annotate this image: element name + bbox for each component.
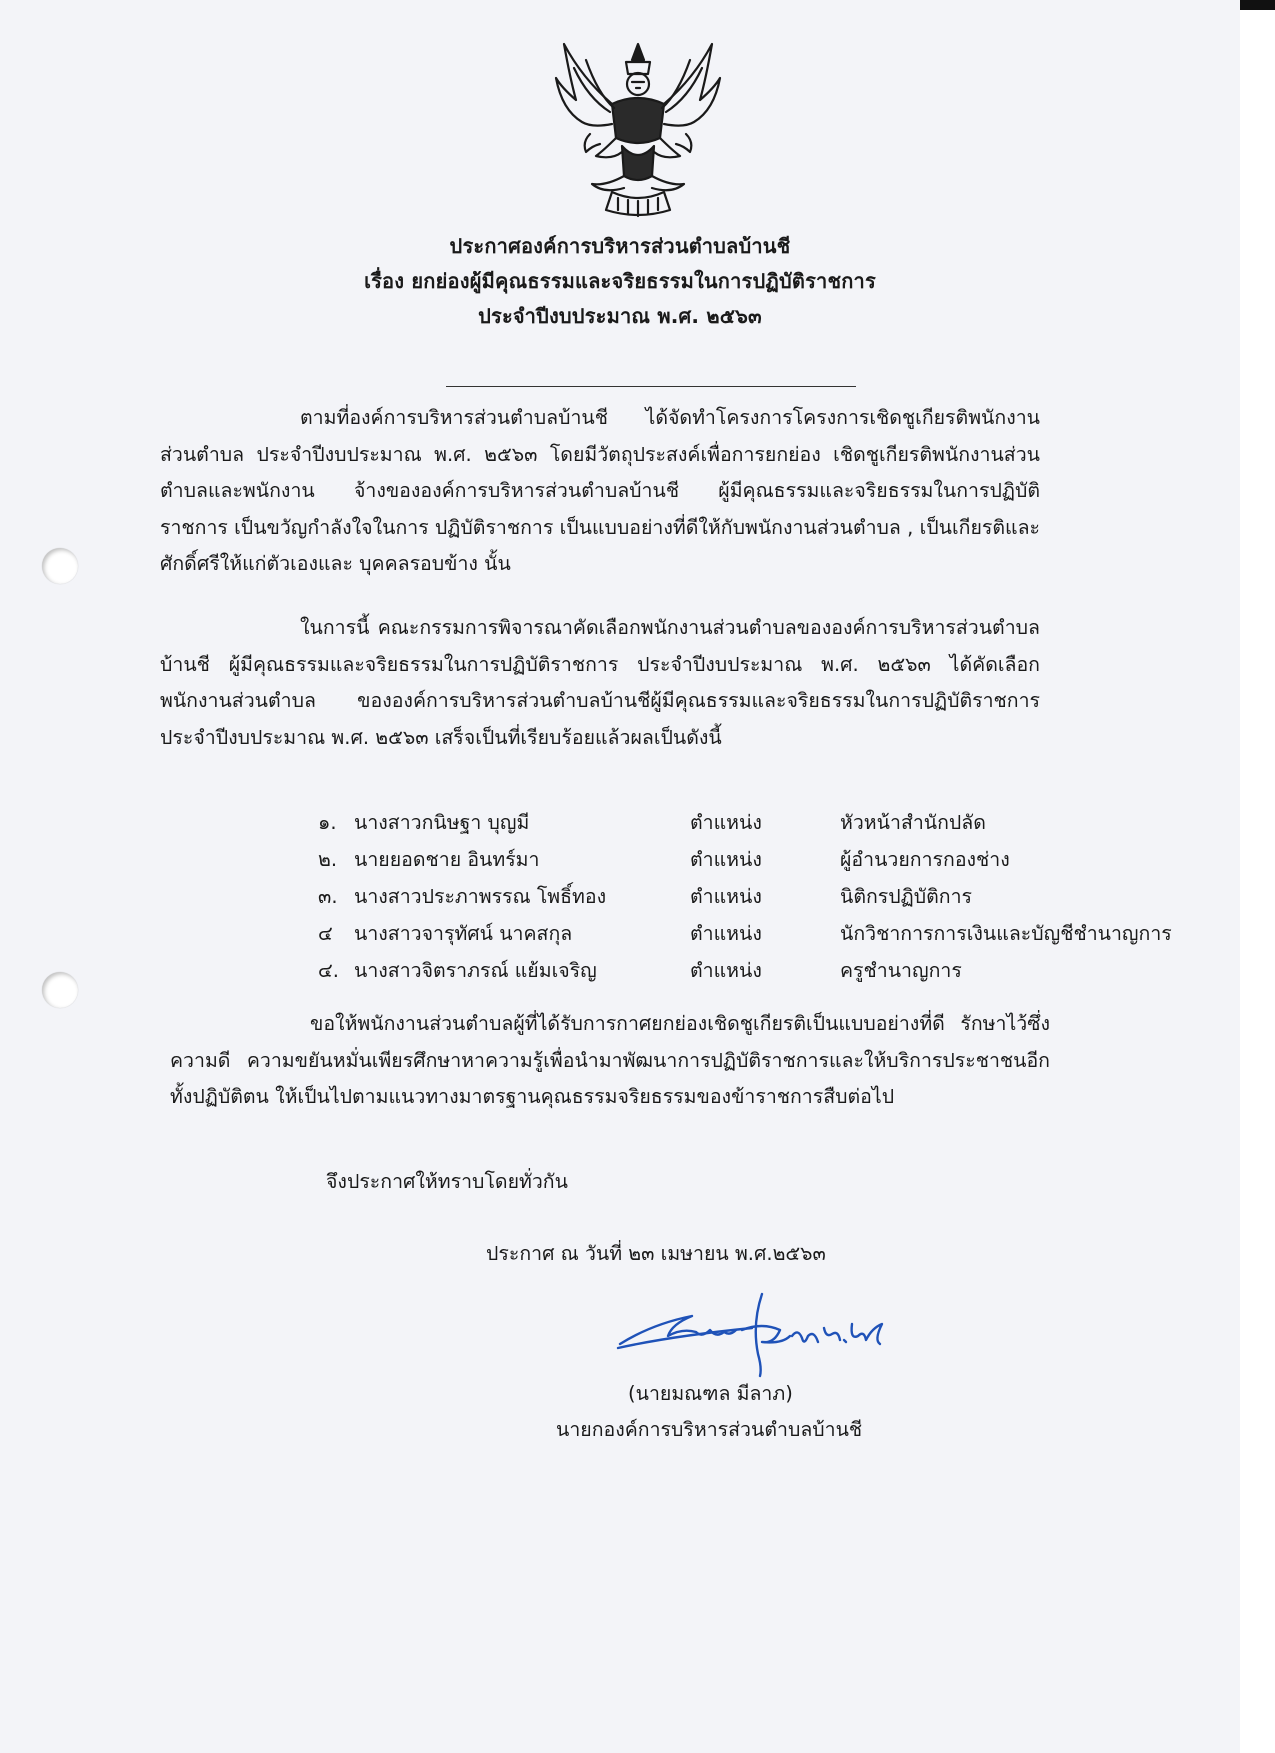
punch-hole-bottom	[42, 972, 78, 1008]
scan-edge-shadow	[1240, 0, 1275, 10]
appointee-name: นางสาวประภาพรรณ โพธิ์ทอง	[354, 885, 607, 908]
signer-name: (นายมณฑล มีลาภ)	[628, 1382, 793, 1405]
position-label: ตำแหน่ง	[690, 959, 762, 982]
title-divider	[446, 386, 856, 387]
appointee-name: นางสาวกนิษฐา บุญมี	[354, 811, 530, 834]
paragraph-background: ตามที่องค์การบริหารส่วนตำบลบ้านชี ได้จัดทำโครงการโครงการเชิดชูเกียรติพนักงานส่วนตำบล ประจำปีงบประมาณ พ.ศ. ๒๕๖๓ โดยมีวัตถุประสงค์เพื่อการยกย่อง เชิดชูเกียรติพนักงานส่วนตำบลและพนักงาน จ้างขององค์การบริหารส่วนตำบลบ้านชี ผู้มีคุณธรรมและจริยธรรมในการปฏิบัติราชการ เป็นขวัญกำลังใจในการ ปฏิบัติราชการ เป็นแบบอย่างที่ดีให้กับพนักงานส่วนตำบล , เป็นเกียรติและศักดิ์ศรีให้แก่ตัวเองและ บุคคลรอบข้าง นั้น	[160, 406, 1040, 575]
punch-hole-top	[42, 548, 78, 584]
announcement-fiscal-year: ประจำปีงบประมาณ พ.ศ. ๒๕๖๓	[478, 304, 762, 328]
signature-mark	[612, 1284, 902, 1384]
paragraph-selection: ในการนี้ คณะกรรมการพิจารณาคัดเลือกพนักงานส่วนตำบลขององค์การบริหารส่วนตำบลบ้านชี ผู้มีคุณธรรมและจริยธรรมในการปฏิบัติราชการ ประจำปีงบประมาณ พ.ศ. ๒๕๖๓ ได้คัดเลือกพนักงานส่วนตำบล ขององค์การบริหารส่วนตำบลบ้านชีผู้มีคุณธรรมและจริยธรรมในการปฏิบัติราชการ ประจำปีงบประมาณ พ.ศ. ๒๕๖๓ เสร็จเป็นที่เรียบร้อยแล้วผลเป็นดังนี้	[160, 616, 1040, 749]
appointment-number: ๓.	[318, 885, 338, 908]
position-title: นิติกรปฏิบัติการ	[840, 885, 973, 908]
appointee-name: นายยอดชาย อินทร์มา	[354, 848, 540, 871]
position-title: นักวิชาการการเงินและบัญชีชำนาญการ	[840, 922, 1172, 945]
paragraph-encouragement: ขอให้พนักงานส่วนตำบลผู้ที่ได้รับการกาศยกย่องเชิดชูเกียรติเป็นแบบอย่างที่ดี รักษาไว้ซึ่งความดี ความขยันหมั่นเพียรศึกษาหาความรู้เพื่อนำมาพัฒนาการปฏิบัติราชการและให้บริการประชาชนอีกทั้งปฏิบัติตน ให้เป็นไปตามแนวทางมาตรฐานคุณธรรมจริยธรรมของข้าราชการสืบต่อไป	[170, 1012, 1050, 1108]
position-label: ตำแหน่ง	[690, 885, 762, 908]
scan-margin	[1240, 0, 1275, 1753]
appointment-number: ๔.	[318, 959, 339, 982]
announcement-subject: เรื่อง ยกย่องผู้มีคุณธรรมและจริยธรรมในการปฏิบัติราชการ	[364, 269, 876, 293]
position-title: ผู้อำนวยการกองช่าง	[840, 848, 1010, 871]
appointment-number: ๒.	[318, 848, 338, 871]
announcement-title: ประกาศองค์การบริหารส่วนตำบลบ้านชี	[449, 234, 791, 258]
position-label: ตำแหน่ง	[690, 848, 762, 871]
signer-title: นายกองค์การบริหารส่วนตำบลบ้านชี	[556, 1418, 863, 1441]
position-label: ตำแหน่ง	[690, 811, 762, 834]
garuda-emblem-icon	[552, 38, 724, 220]
position-title: หัวหน้าสำนักปลัด	[840, 811, 986, 834]
appointment-number: ๑.	[318, 811, 337, 834]
appointment-number: ๔	[318, 922, 333, 945]
announcement-date: ประกาศ ณ วันที่ ๒๓ เมษายน พ.ศ.๒๕๖๓	[486, 1242, 826, 1265]
position-title: ครูชำนาญการ	[840, 959, 962, 982]
appointee-name: นางสาวจิตราภรณ์ แย้มเจริญ	[354, 959, 597, 982]
appointee-name: นางสาวจารุทัศน์ นาคสกุล	[354, 922, 573, 945]
position-label: ตำแหน่ง	[690, 922, 762, 945]
closing-statement: จึงประกาศให้ทราบโดยทั่วกัน	[326, 1170, 568, 1193]
